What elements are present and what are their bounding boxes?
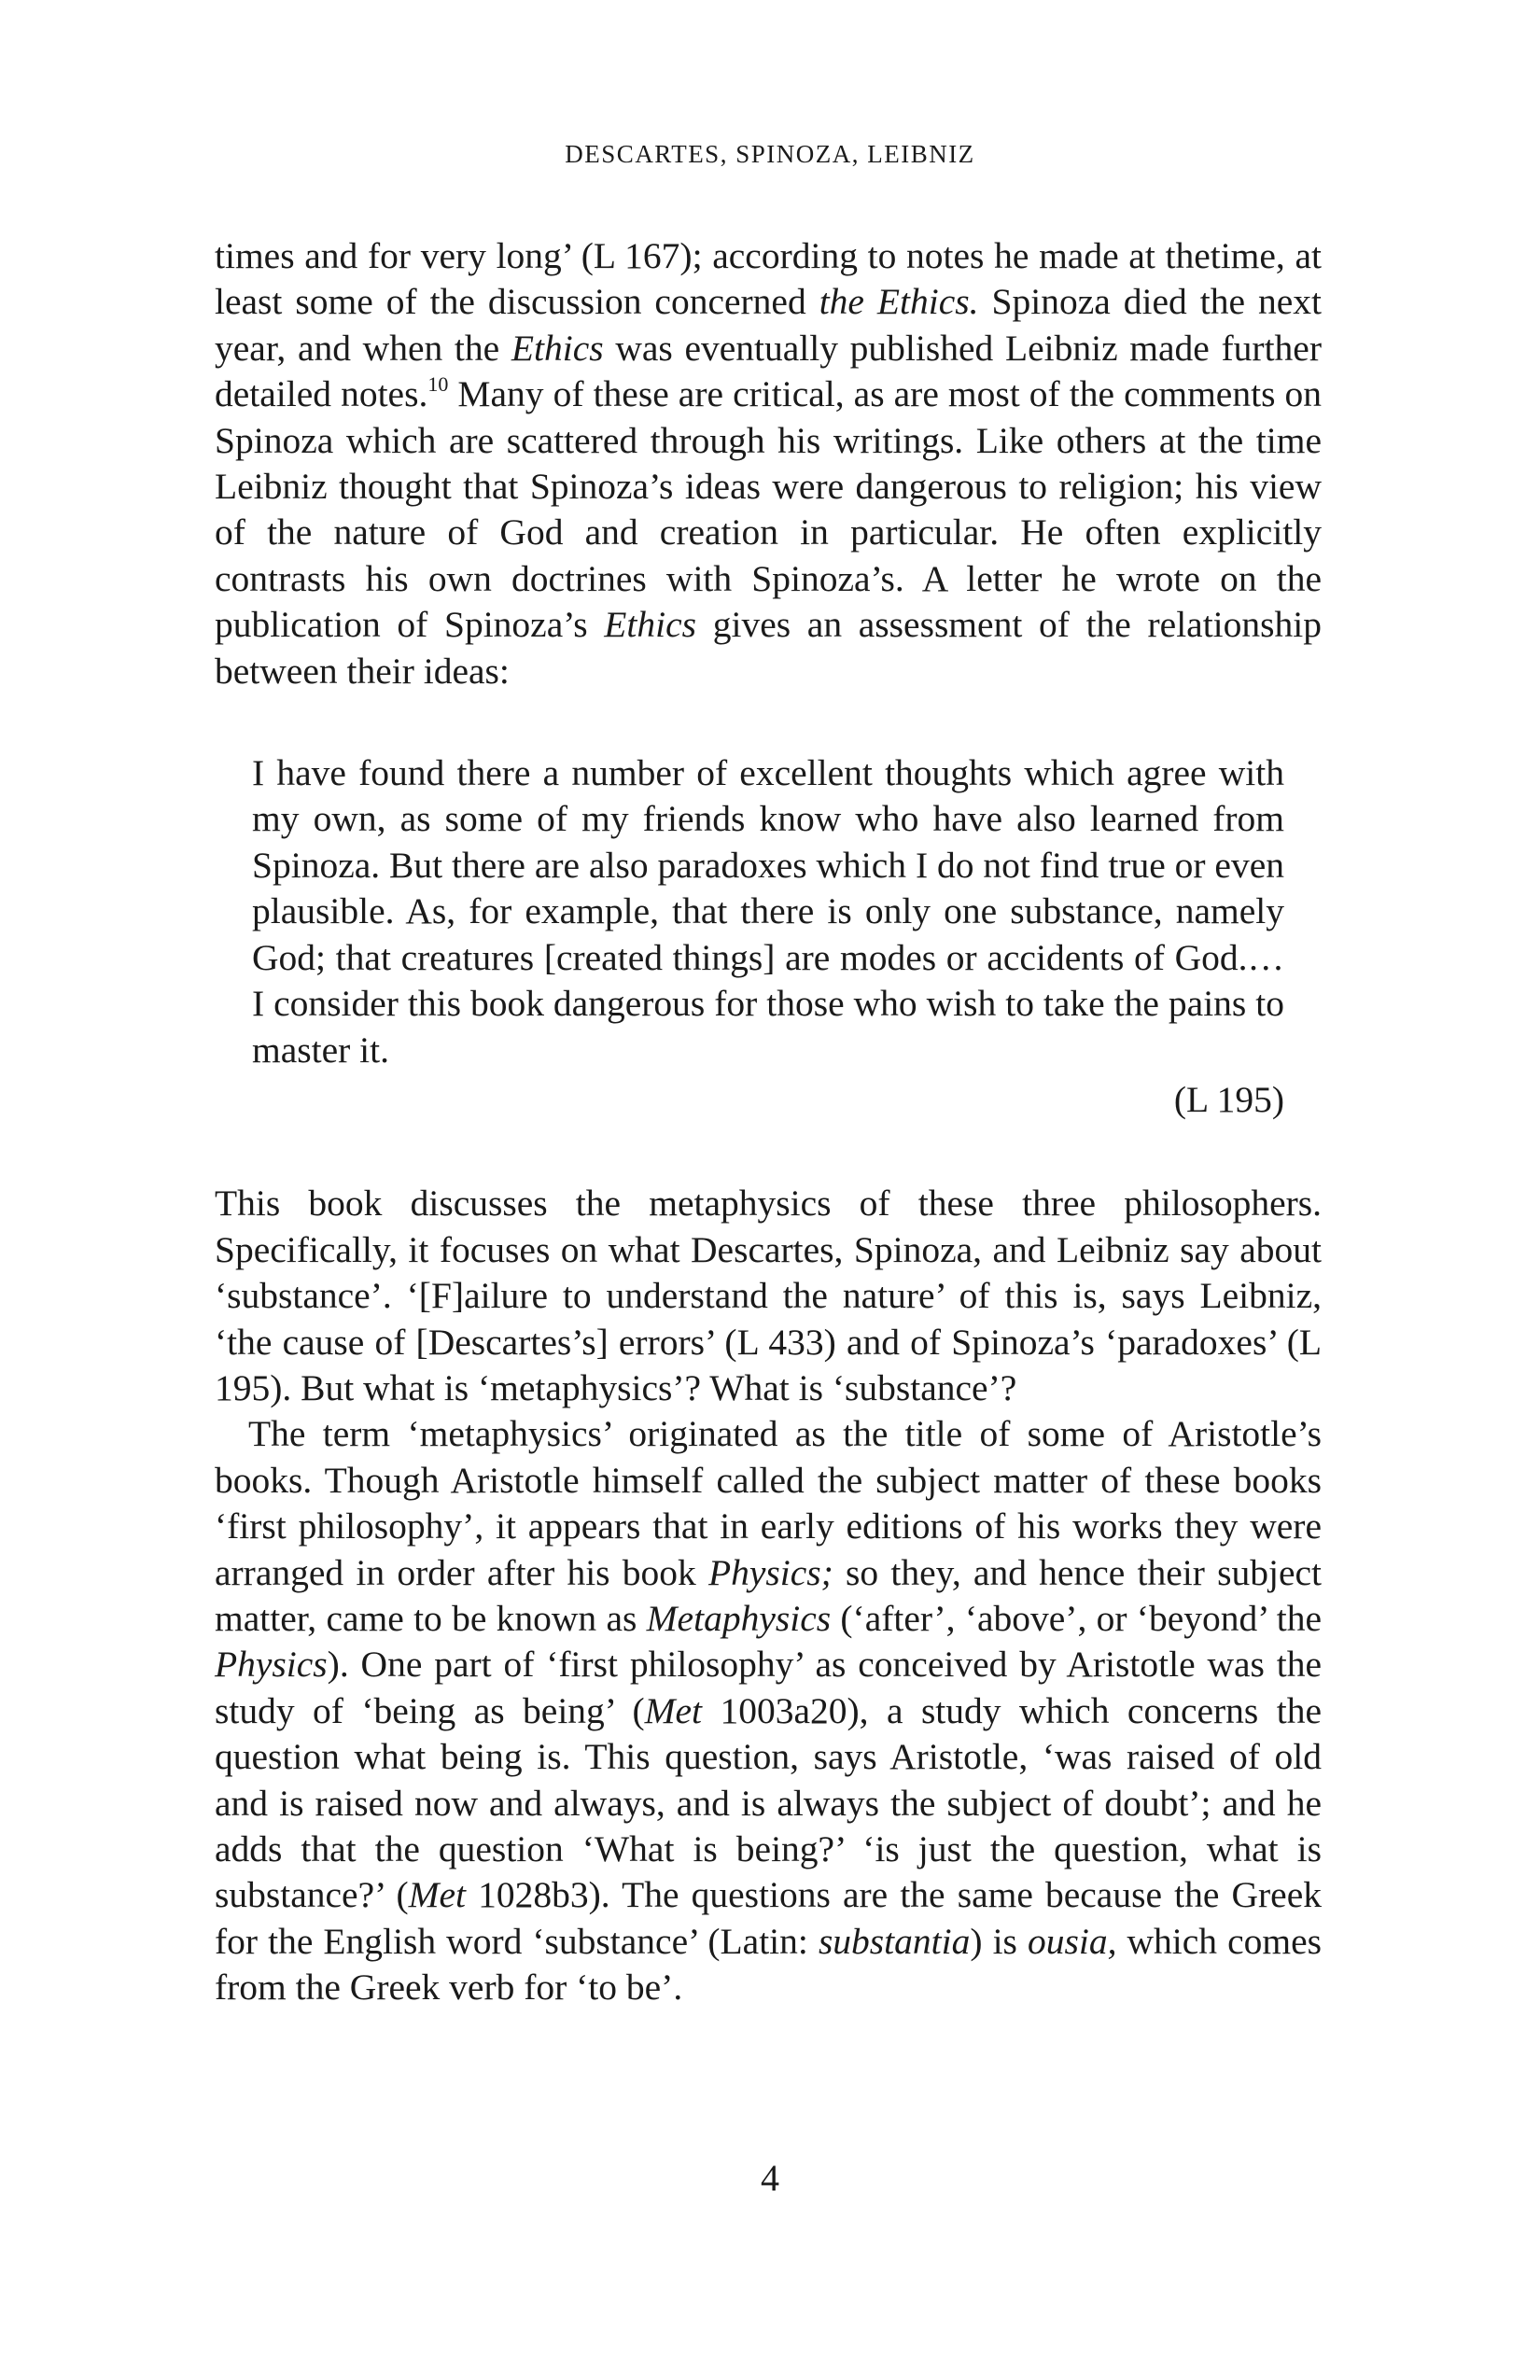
body-text <box>215 233 1322 2011</box>
block-quote: I have found there a number of excellent thoughts which agree with my own, as some of my friends know who have also learned from Spinoza. But there are also paradoxes which I do not find true or even plausible. As, for example, that there is only one substance, namely God; that creatures [created things] are modes or accidents of God.… I consider this book dangerous for those who wish to take the pains to master it. <box>252 752 1284 1071</box>
paragraph-3: The term ‘metaphysics’ originated as the title of some of Aristotle’s books. Though Aristotle himself called the subject matter of these books ‘first philosophy’, it appears that in early editions of his works they were arranged in order after his book Physics; so they, and hence their subject matter, came to be known as Metaphysics (‘after’, ‘above’, or ‘beyond’ the Physics). One part of ‘first philosophy’ as conceived by Aristotle was the study of ‘being as being’ (Met 1003a20), a study which concerns the question what being is. This question, says Aristotle, ‘was raised of old and is raised now and always, and is always the subject of doubt’; and he adds that the question ‘What is being?’ ‘is just the question, what is substance?’ (Met 1028b3). The questions are the same because the Greek for the English word ‘substance’ (Latin: substantia) is ousia, which comes from the Greek verb for ‘to be’. <box>215 1413 1322 2009</box>
quote-citation: (L 195) <box>1173 1078 1284 1120</box>
page-number: 4 <box>761 2157 779 2199</box>
footnote-ref: 10 <box>427 372 449 397</box>
paragraph-1: times and for very long’ (L 167); according to notes he made at thetime, at least some of the discussion concerned the Ethics. Spinoza died the next year, and when the Ethics was eventually published Leibniz made further detailed notes.$^{10}$ Many of these are critical, as are most of the comments on Spinoza which are scattered through his writings. Like others at the time Leibniz thought that Spinoza’s ideas were dangerous to religion; his view of the nature of God and creation in particular. He often explicitly contrasts his own doctrines with Spinoza’s. A letter he wrote on the publication of Spinoza’s Ethics gives an assessment of the relationship between their ideas: <box>215 235 1323 692</box>
paragraph-2: This book discusses the metaphysics of these three philosophers. Specifically, it focuses on what Descartes, Spinoza, and Leibniz say about ‘substance’. ‘[F]ailure to understand the nature’ of this is, says Leibniz, ‘the cause of [Descartes’s] errors’ (L 433) and of Spinoza’s ‘paradoxes’ (L 195). But what is ‘metaphysics’? What is ‘substance’? <box>215 1183 1322 1408</box>
running-head: DESCARTES, SPINOZA, LEIBNIZ <box>565 140 975 168</box>
